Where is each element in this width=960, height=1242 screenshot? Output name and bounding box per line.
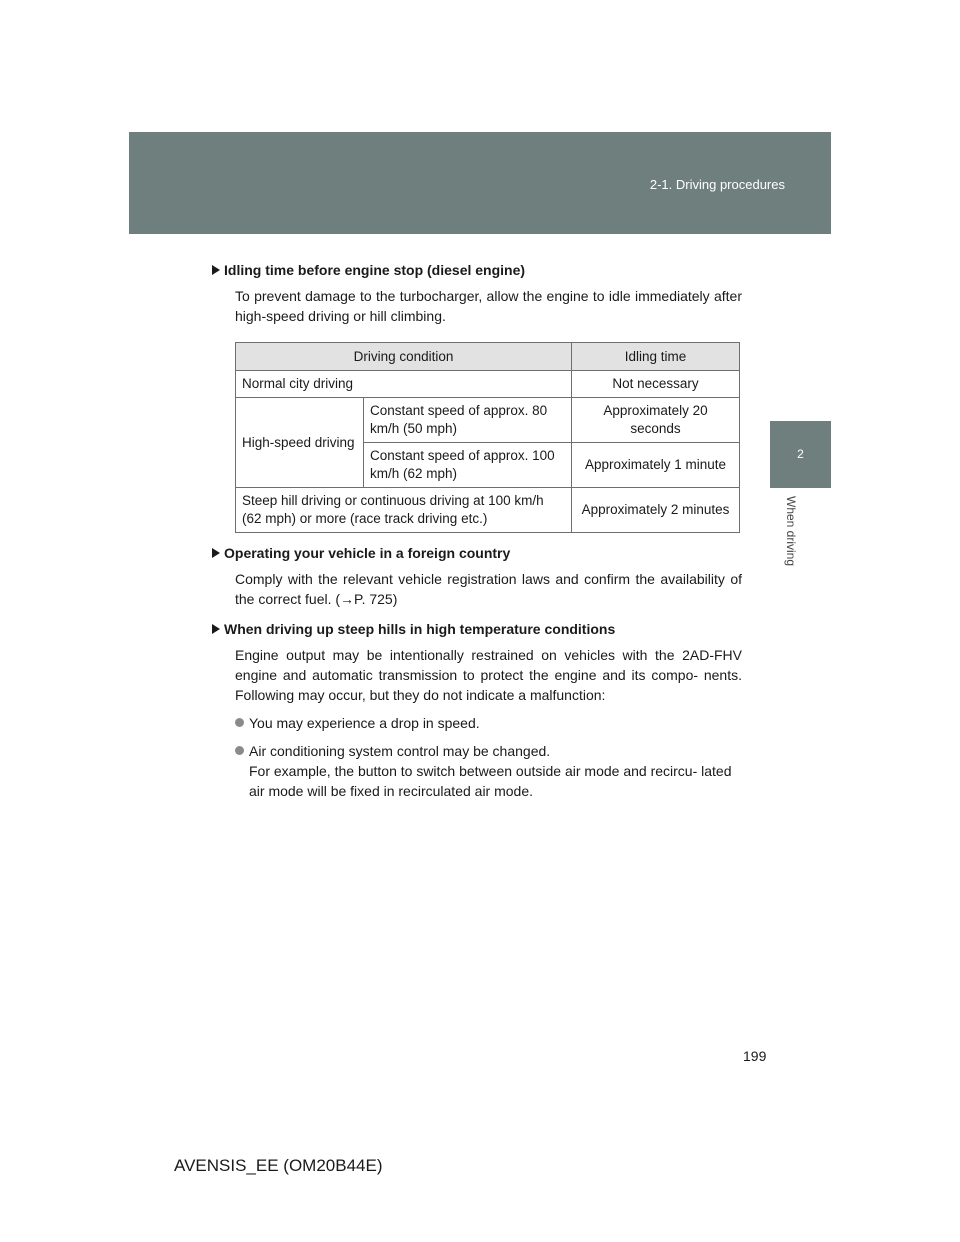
hills-heading (212, 619, 742, 639)
cell-steep-condition: Steep hill driving or continuous driving at 100 km/h (62 mph) or more (race track driving etc.) (236, 488, 572, 533)
hills-heading-text: When driving up steep hills in high temperature conditions (224, 621, 616, 637)
idling-time-table (235, 342, 740, 533)
list-item (235, 741, 742, 801)
cell-high-speed-label: High-speed driving (236, 398, 364, 488)
hills-bullet-2: Air conditioning system control may be changed. (249, 743, 551, 759)
cell-high-1-time: Approximately 20 seconds (572, 398, 740, 443)
cell-normal-time: Not necessary (572, 371, 740, 398)
hills-bullet-2-extra: For example, the button to switch between outside air mode and recircu- lated air mode will be fixed in recirculated air mode. (249, 763, 732, 799)
header-idling-time: Idling time (572, 343, 740, 371)
triangle-marker-icon (212, 624, 220, 634)
hills-bullet-1: You may experience a drop in speed. (249, 715, 480, 731)
table-row (236, 398, 740, 443)
idling-heading-text: Idling time before engine stop (diesel engine) (224, 262, 526, 278)
header-driving-condition: Driving condition (236, 343, 572, 371)
page-number: 199 (743, 1048, 767, 1064)
cell-high-2-time: Approximately 1 minute (572, 443, 740, 488)
hills-body: Engine output may be intentionally restrained on vehicles with the 2AD-FHV engine and automatic transmission to protect the engine and its compo- nents. Following may occur, but they do not indicate a malfunction: (235, 647, 742, 703)
triangle-marker-icon (212, 265, 220, 275)
cell-steep-time: Approximately 2 minutes (572, 488, 740, 533)
table-row (236, 371, 740, 398)
foreign-heading-text: Operating your vehicle in a foreign country (224, 545, 511, 561)
table-row (236, 488, 740, 533)
bullet-dot-icon (235, 718, 244, 727)
header-band (129, 132, 831, 234)
idling-body: To prevent damage to the turbocharger, allow the engine to idle immediately after high-speed driving or hill climbing. (235, 288, 742, 324)
idling-heading (212, 260, 742, 280)
footer-code: AVENSIS_EE (OM20B44E) (174, 1156, 383, 1175)
cell-high-2-condition: Constant speed of approx. 100 km/h (62 mph) (364, 443, 572, 488)
cell-high-1-condition: Constant speed of approx. 80 km/h (50 mph) (364, 398, 572, 443)
foreign-heading (212, 543, 742, 563)
page-content (212, 260, 742, 801)
cell-normal-condition: Normal city driving (236, 371, 572, 398)
foreign-body: Comply with the relevant vehicle registration laws and confirm the availability of the correct fuel. (→P. 725) (235, 571, 742, 607)
table-header-row (236, 343, 740, 371)
chapter-tab (770, 421, 831, 488)
triangle-marker-icon (212, 548, 220, 558)
section-title: 2-1. Driving procedures (649, 177, 785, 192)
chapter-number: 2 (797, 447, 804, 461)
bullet-dot-icon (235, 746, 244, 755)
list-item (235, 713, 742, 733)
chapter-label: When driving (784, 496, 798, 567)
